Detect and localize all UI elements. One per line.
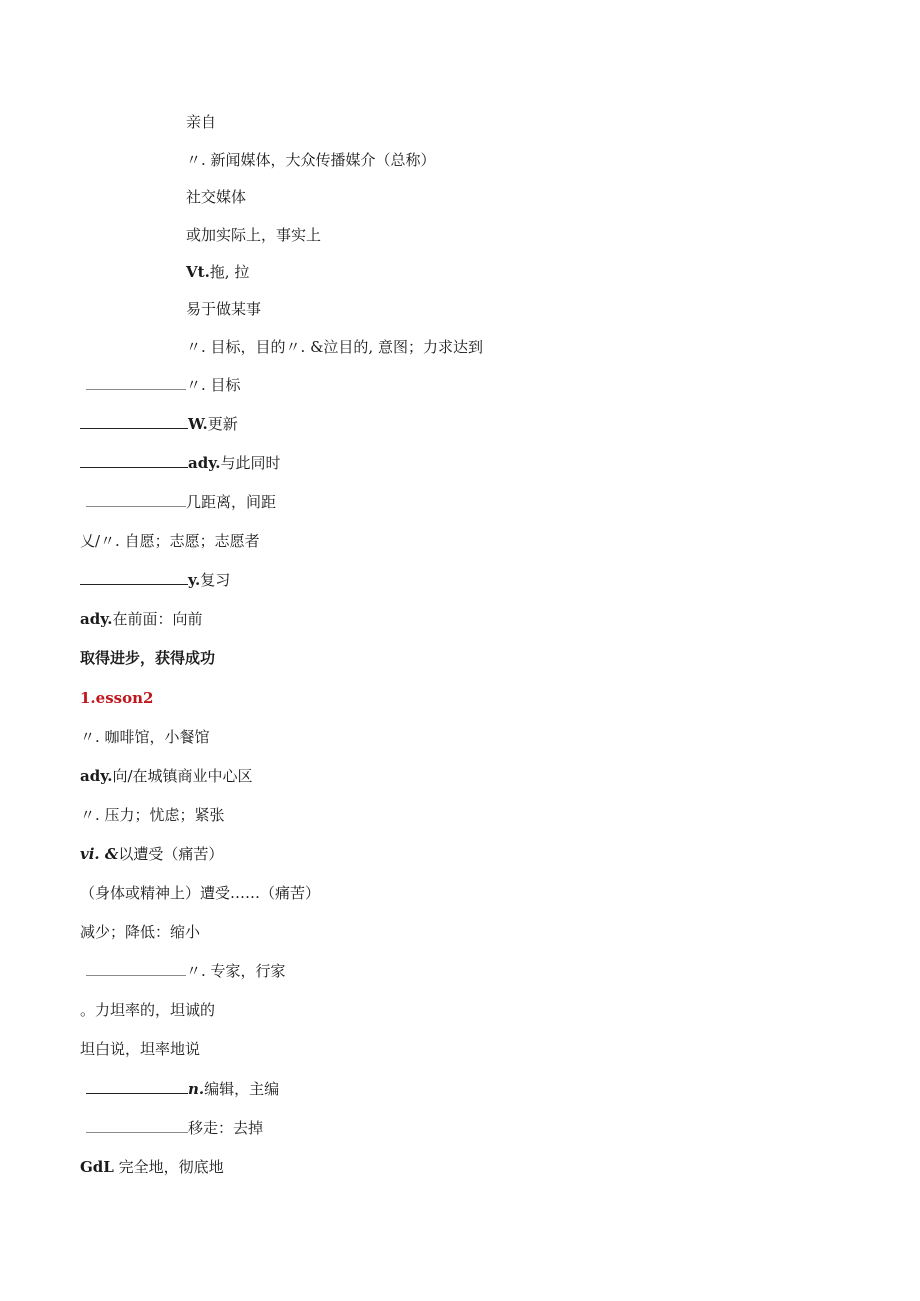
lesson-heading [80,688,153,708]
definition-text: （身体或精神上）遭受……（痛苦） [80,884,321,902]
answer-blank [86,375,186,390]
part-of-speech: ady. [80,610,113,628]
vocab-line [80,1000,215,1020]
part-of-speech: ady. [80,767,113,785]
definition-text: 。力坦率的，坦诚的 [80,1001,216,1019]
vocab-line [80,766,253,786]
vocab-line [80,531,260,551]
vocab-line [186,299,261,319]
definition-text: 与此同时 [220,454,281,472]
vocab-line [80,922,200,942]
vocab-line [80,883,320,903]
definition-text: 复习 [200,571,231,589]
definition-text: 〃. 压力；忧虑；紧张 [80,806,225,824]
part-of-speech: y. [188,571,201,589]
definition-text: 亲自 [186,113,217,131]
definition-text: 坦白说，坦率地说 [80,1040,201,1058]
definition-text: 减少；降低：缩小 [80,923,201,941]
part-of-speech: W. [188,415,208,433]
definition-text: 更新 [207,415,238,433]
definition-text: 乂/〃. 自愿；志愿；志愿者 [80,532,260,550]
definition-text: 或加实际上，事实上 [186,226,322,244]
part-of-speech: vi. & [80,845,119,863]
vocab-line [86,961,286,981]
definition-text: 移走：去掉 [188,1119,264,1137]
part-of-speech: GdL [80,1158,114,1176]
vocab-line [86,375,241,395]
lesson-title: 1.esson2 [80,689,154,707]
vocab-line [80,609,202,629]
vocab-line [80,570,230,590]
answer-blank [80,414,188,429]
definition-text: 〃. 目标 [186,376,241,394]
vocab-line [80,1039,200,1059]
vocab-line [86,492,276,512]
vocab-line [80,805,225,825]
vocab-line [86,1079,279,1099]
definition-text: 社交媒体 [186,188,247,206]
vocab-line [80,1157,224,1177]
vocab-line [186,187,246,207]
definition-text: 在前面：向前 [112,610,203,628]
vocab-line [186,150,436,170]
definition-text: 几距离，间距 [186,493,277,511]
answer-blank [80,570,188,585]
definition-text: 以遭受（痛苦） [118,845,224,863]
part-of-speech: Vt. [186,263,210,281]
vocab-line [86,1118,263,1138]
definition-text: 〃. 目标，目的〃. &泣目的, 意图；力求达到 [186,338,483,356]
vocab-line [80,844,223,864]
phrase-text: 取得进步，获得成功 [80,649,216,667]
vocab-line [186,337,483,357]
vocab-line [80,414,238,434]
definition-text: 拖, 拉 [209,263,250,281]
definition-text: 易于做某事 [186,300,262,318]
part-of-speech: n. [188,1080,205,1098]
answer-blank [80,453,188,468]
definition-text: 完全地，彻底地 [118,1158,224,1176]
phrase-heading [80,648,215,668]
vocab-line [186,112,216,132]
definition-text: 向/在城镇商业中心区 [112,767,253,785]
vocab-line [80,453,280,473]
vocab-line [186,262,249,282]
answer-blank [86,1079,188,1094]
answer-blank [86,1118,188,1133]
definition-text: 〃. 咖啡馆，小餐馆 [80,728,210,746]
vocab-line [186,225,321,245]
answer-blank [86,961,186,976]
definition-text: 〃. 新闻媒体，大众传播媒介（总称） [186,151,436,169]
part-of-speech: ady. [188,454,221,472]
answer-blank [86,492,186,507]
definition-text: 编辑，主编 [204,1080,280,1098]
vocab-line [80,727,210,747]
definition-text: 〃. 专家，行家 [186,962,286,980]
